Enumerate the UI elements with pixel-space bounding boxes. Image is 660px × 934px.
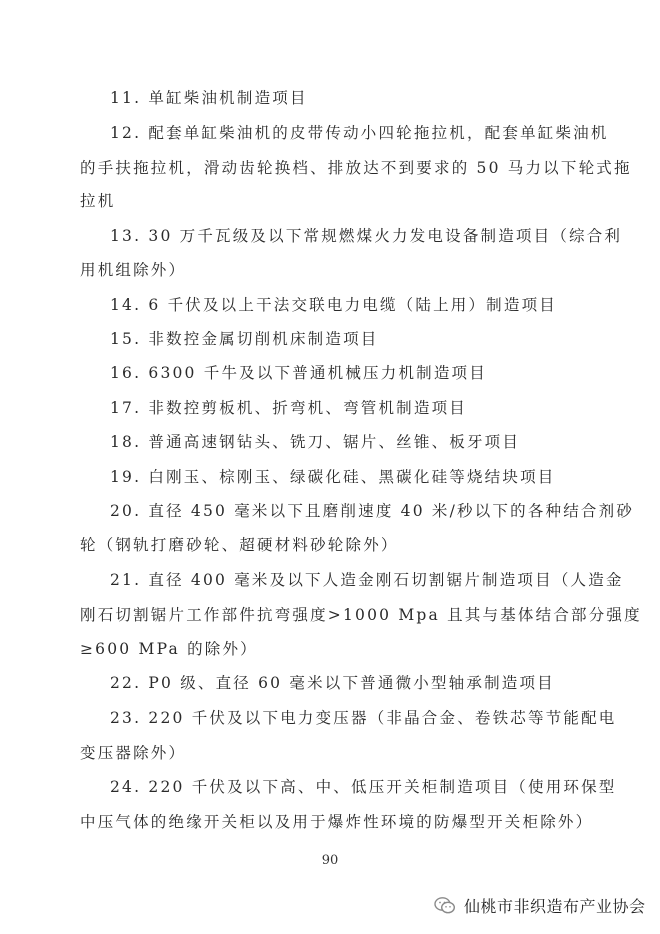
item-13-cont: 用机组除外） <box>80 261 187 279</box>
item-24-line: 24. 220 千伏及以下高、中、低压开关柜制造项目（使用环保型 <box>110 778 617 796</box>
item-12-line: 12. 配套单缸柴油机的皮带传动小四轮拖拉机，配套单缸柴油机 <box>110 124 609 142</box>
item-14-line: 14. 6 千伏及以上干法交联电力电缆（陆上用）制造项目 <box>110 296 557 314</box>
account-watermark <box>434 894 646 917</box>
wechat-icon <box>434 896 456 916</box>
item-21-cont-1: 刚石切割锯片工作部件抗弯强度>1000 Mpa 且其与基体结合部分强度 <box>80 606 642 624</box>
page-number: 90 <box>321 853 339 868</box>
item-22-line: 22. P0 级、直径 60 毫米以下普通微小型轴承制造项目 <box>110 674 555 692</box>
item-20-cont: 轮（钢轨打磨砂轮、超硬材料砂轮除外） <box>80 536 399 554</box>
item-23-line: 23. 220 千伏及以下电力变压器（非晶合金、卷铁芯等节能配电 <box>110 709 617 727</box>
item-11-line: 11. 单缸柴油机制造项目 <box>110 89 308 107</box>
item-16-line: 16. 6300 千牛及以下普通机械压力机制造项目 <box>110 364 487 382</box>
item-17-line: 17. 非数控剪板机、折弯机、弯管机制造项目 <box>110 399 467 417</box>
item-12-cont-2: 拉机 <box>80 192 116 210</box>
item-19-line: 19. 白刚玉、棕刚玉、绿碳化硅、黑碳化硅等烧结块项目 <box>110 468 556 486</box>
item-20-line: 20. 直径 450 毫米以下且磨削速度 40 米/秒以下的各种结合剂砂 <box>110 502 635 520</box>
item-12-cont-1: 的手扶拖拉机，滑动齿轮换档、排放达不到要求的 50 马力以下轮式拖 <box>80 159 632 177</box>
item-21-line: 21. 直径 400 毫米及以下人造金刚石切割锯片制造项目（人造金 <box>110 571 624 589</box>
item-23-cont: 变压器除外） <box>80 744 187 762</box>
item-24-cont: 中压气体的绝缘开关柜以及用于爆炸性环境的防爆型开关柜除外） <box>80 813 594 831</box>
item-13-line: 13. 30 万千瓦级及以下常规燃煤火力发电设备制造项目（综合利 <box>110 227 623 245</box>
item-21-cont-2: ≥600 MPa 的除外） <box>80 640 258 658</box>
watermark-text: 仙桃市非织造布产业协会 <box>464 897 646 916</box>
item-15-line: 15. 非数控金属切削机床制造项目 <box>110 330 379 348</box>
item-18-line: 18. 普通高速钢钻头、铣刀、锯片、丝锥、板牙项目 <box>110 433 521 451</box>
